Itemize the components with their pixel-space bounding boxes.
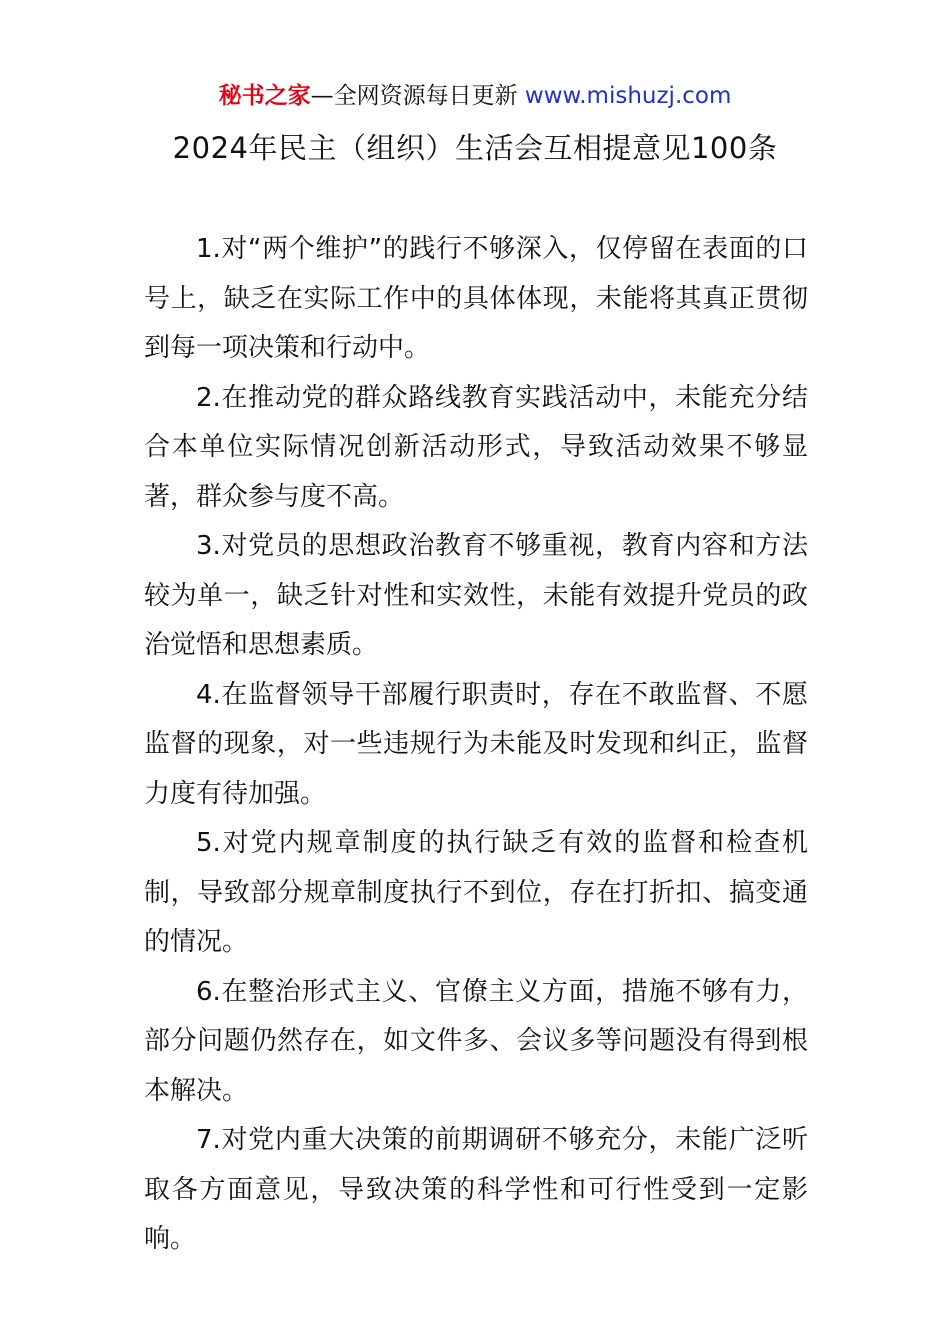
site-tagline: —全网资源每日更新	[310, 83, 525, 109]
opinion-item: 6.在整治形式主义、官僚主义方面，措施不够有力，部分问题仍然存在，如文件多、会议多等问题没有得到根本解决。	[144, 976, 808, 1106]
site-url-link[interactable]: www.mishuzj.com	[524, 83, 732, 109]
opinion-item: 1.对“两个维护”的践行不够深入，仅停留在表面的口号上，缺乏在实际工作中的具体体现，未能将其真正贯彻到每一项决策和行动中。	[144, 234, 808, 363]
opinion-item: 7.对党内重大决策的前期调研不够充分，未能广泛听取各方面意见，导致决策的科学性和可行性受到一定影响。	[144, 1125, 808, 1254]
opinion-item: 3.对党员的思想政治教育不够重视，教育内容和方法较为单一，缺乏针对性和实效性，未能有效提升党员的政治觉悟和思想素质。	[144, 531, 808, 660]
opinion-item: 2.在推动党的群众路线教育实践活动中，未能充分结合本单位实际情况创新活动形式，导致活动效果不够显著，群众参与度不高。	[144, 382, 808, 512]
opinion-item: 5.对党内规章制度的执行缺乏有效的监督和检查机制，导致部分规章制度执行不到位，存在打折扣、搞变通的情况。	[144, 828, 808, 957]
opinion-list	[144, 225, 808, 1265]
opinion-item: 4.在监督领导干部履行职责时，存在不敢监督、不愿监督的现象，对一些违规行为未能及时发现和纠正，监督力度有待加强。	[144, 679, 808, 809]
site-header	[0, 80, 950, 112]
brand-name: 秘书之家	[218, 83, 311, 109]
document-title: 2024年民主（组织）生活会互相提意见100条	[172, 131, 778, 165]
